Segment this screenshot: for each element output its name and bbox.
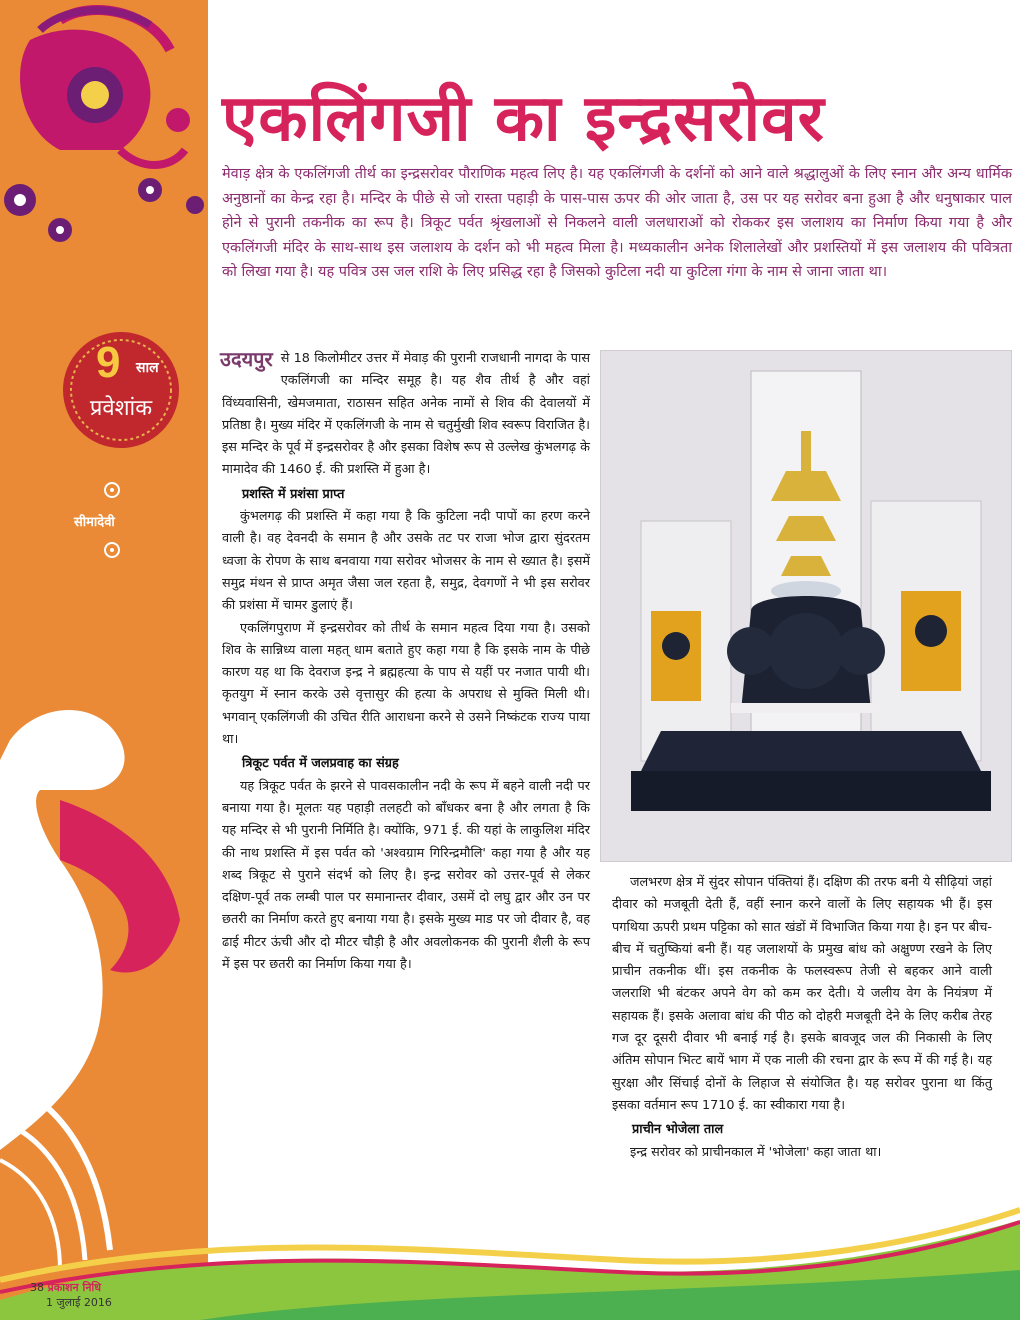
page-number: 38 bbox=[30, 1281, 44, 1294]
subheading-bhojela: प्राचीन भोजेला ताल bbox=[632, 1122, 724, 1138]
badge-number: 9 bbox=[96, 338, 121, 387]
decorative-sidebar bbox=[0, 0, 208, 1320]
subheading-trikut: त्रिकूट पर्वत में जलप्रवाह का संग्रह bbox=[242, 756, 399, 772]
decorative-wave bbox=[0, 1200, 1020, 1320]
lead-word: उदयपुर bbox=[220, 347, 273, 371]
flower-icon bbox=[4, 178, 204, 242]
sidebar-ornaments bbox=[0, 0, 208, 1320]
left-paragraph-1-text: से 18 किलोमीटर उत्तर में मेवाड़ की पुरानी राजधानी नागदा के पास एकलिंगजी का मन्दिर समूह है। यह शैव तीर्थ है और वहां विंध्यवासिनी, खेमजमाता, राठासन सहित अनेक नामों से शिव की देवालयों में प्रतिष्ठा है। मुख्य मंदिर में एकलिंगजी के नाम से चतुर्मुखी शिव स्वरूप विराजित है। इस मन्दिर के पूर्व में इन्द्रसरोवर है और इसका विशेष रूप से उल्लेख कुंभलगढ़ के मामादेव की 1460 ई. की प्रशस्ति में हुआ है। bbox=[222, 351, 590, 478]
left-paragraph-3: एकलिंगपुराण में इन्द्रसरोवर को तीर्थ के समान महत्व दिया गया है। उसको शिव के सान्निध्य वाला महत् धाम बताते हुए कहा गया है कि इसके नाम के पीछे कारण यह था कि देवराज इन्द्र ने ब्रह्महत्या के पाप से यहीं पर नजात पायी थी। कृतयुग में स्नान करके उसे वृत्तासुर की हत्या के अपराध से मुक्ति मिली थी। भगवान् एकलिंगजी की उचित रीति आराधना करने से उसने निष्कंटक राज्य पाया था। bbox=[222, 620, 590, 748]
left-paragraph-1 bbox=[222, 348, 590, 482]
page-title: एकलिंगजी का इन्द्रसरोवर bbox=[222, 82, 825, 156]
left-column bbox=[222, 348, 590, 976]
subheading-prashasti: प्रशस्ति में प्रशंसा प्राप्त bbox=[242, 486, 345, 502]
author-name: सीमादेवी bbox=[74, 515, 115, 530]
white-peacock-icon bbox=[0, 710, 180, 1270]
peacock-icon bbox=[20, 10, 190, 165]
right-paragraph-2: इन्द्र सरोवर को प्राचीनकाल में 'भोजेला' कहा जाता था। bbox=[630, 1144, 882, 1160]
left-paragraph-2: कुंभलगढ़ की प्रशस्ति में कहा गया है कि कुटिला नदी पापों का हरण करने वाली है। वह देवनदी के समान है और उसके तट पर राजा भोज द्वारा सुंदरतम ध्वजा के रोपण के साथ बनवाया गया सरोवर भोजसर के नाम से ख्यात है। इसमें समुद्र मंथन से प्राप्त अमृत जैसा जल रहता है, समुद्र, देवगणों ने भी इस सरोवर की प्रशंसा में चामर डुलाएं हैं। bbox=[222, 509, 590, 614]
page-footer bbox=[30, 1280, 112, 1310]
intro-paragraph: मेवाड़ क्षेत्र के एकलिंगजी तीर्थ का इन्द्रसरोवर पौराणिक महत्व लिए है। यह एकलिंगजी के दर्शनों को आने वाले श्रद्धालुओं के लिए स्नान और अन्य धार्मिक अनुष्ठानों का केन्द्र रहा है। मन्दिर के पीछे से जो रास्ता पहाड़ी के पास-पास ऊपर की ओर जाता है, उस पर यह सरोवर बना हुआ है और धनुषाकार पाल होने से पुरानी तकनीक का रूप है। त्रिकूट पर्वत श्रृंखलाओं से निकलने वाली जलधाराओं को रोककर इस जलाशय का निर्माण किया गया है और एकलिंगजी मंदिर के साथ-साथ इस जलाशय के दर्शन को भी महत्व मिला है। मध्यकालीन अनेक शिलालेखों और प्रशस्तियों में इस जलाशय की पवित्रता को लिखा गया है। यह पवित्र उस जल राशि के लिए प्रसिद्ध रहा है जिसको कुटिला नदी या कुटिला गंगा के नाम से जाना जाता था। bbox=[222, 166, 1012, 281]
right-paragraph-1: जलभरण क्षेत्र में सुंदर सोपान पंक्तियां हैं। दक्षिण की तरफ बनी ये सीढ़ियां जहां दीवार को मजबूती देती हैं, वहीं स्नान करने वालों के लिए सहायक भी हैं। इस पगथिया ऊपरी प्रथम पट्टिका को सात खंडों में विभाजित किया गया है। इन पर बीच-बीच में चतुष्कियां बनी हैं। यह जलाशयों के प्रमुख बांध को अक्षुण्ण रखने के लिए प्राचीन तकनीक थीं। इस तकनीक के फलस्वरूप तेजी से बहकर आने वाली जलराशि भी बंटकर अपने वेग को कम कर देती। ये जलीय वेग के नियंत्रण में सहायक हैं। इसके अलावा बांध की पीठ को दोहरी मजबूती देने के लिए करीब तेरह गज दूर दूसरी दीवार भी बनाई गई है। इसके बावजूद जल की निकासी के लिए अंतिम सोपान भित्ट बायें भाग में एक नाली की रचना द्वार के रूप में की गई है। यह सुरक्षा और सिंचाई दोनों के लिहाज से संयोजित है। यह सरोवर पुराना था किंतु इसका वर्तमान रूप 1710 ई. का स्वीकारा गया है। bbox=[612, 875, 993, 1113]
left-paragraph-4: यह त्रिकूट पर्वत के झरने से पावसकालीन नदी के रूप में बहने वाली नदी पर बनाया गया है। मूलतः यह पहाड़ी तलहटी को बाँधकर बना है और लगता है कि यह मन्दिर से भी पुरानी निर्मिति है। क्योंकि, 971 ई. की यहां के लाकुलिश मंदिर की नाथ प्रशस्ति में इस पर्वत को 'अश्वग्राम गिरिन्द्रमौलि' कहा गया है और यह शब्द त्रिकूट से पुराने संदर्भ को लिए है। इन्द्र सरोवर को उत्तर-पूर्व से लेकर दक्षिण-पूर्व तक लम्बी पाल पर समानान्तर दीवार, उसमें दो लघु द्वार और उन पर छतरी का निर्माण करते हुए बनाया गया है। इसके मुख्य माड पर जो दीवार है, वह ढाई मीटर ऊंची और दो मीटर चौड़ी है और अवलोकनक की पुरानी शैली के रूप में इस पर छतरी का निर्माण किया गया है। bbox=[222, 778, 590, 973]
issue-date: 1 जुलाई 2016 bbox=[46, 1296, 112, 1309]
badge-unit: साल bbox=[136, 360, 159, 376]
shrine-illustration bbox=[601, 351, 1011, 861]
badge-label: प्रवेशांक bbox=[89, 396, 153, 421]
publication-name: प्रकाशन निधि bbox=[47, 1281, 102, 1294]
anniversary-badge bbox=[56, 330, 186, 460]
shrine-photo bbox=[600, 350, 1012, 862]
right-column bbox=[612, 872, 992, 1164]
